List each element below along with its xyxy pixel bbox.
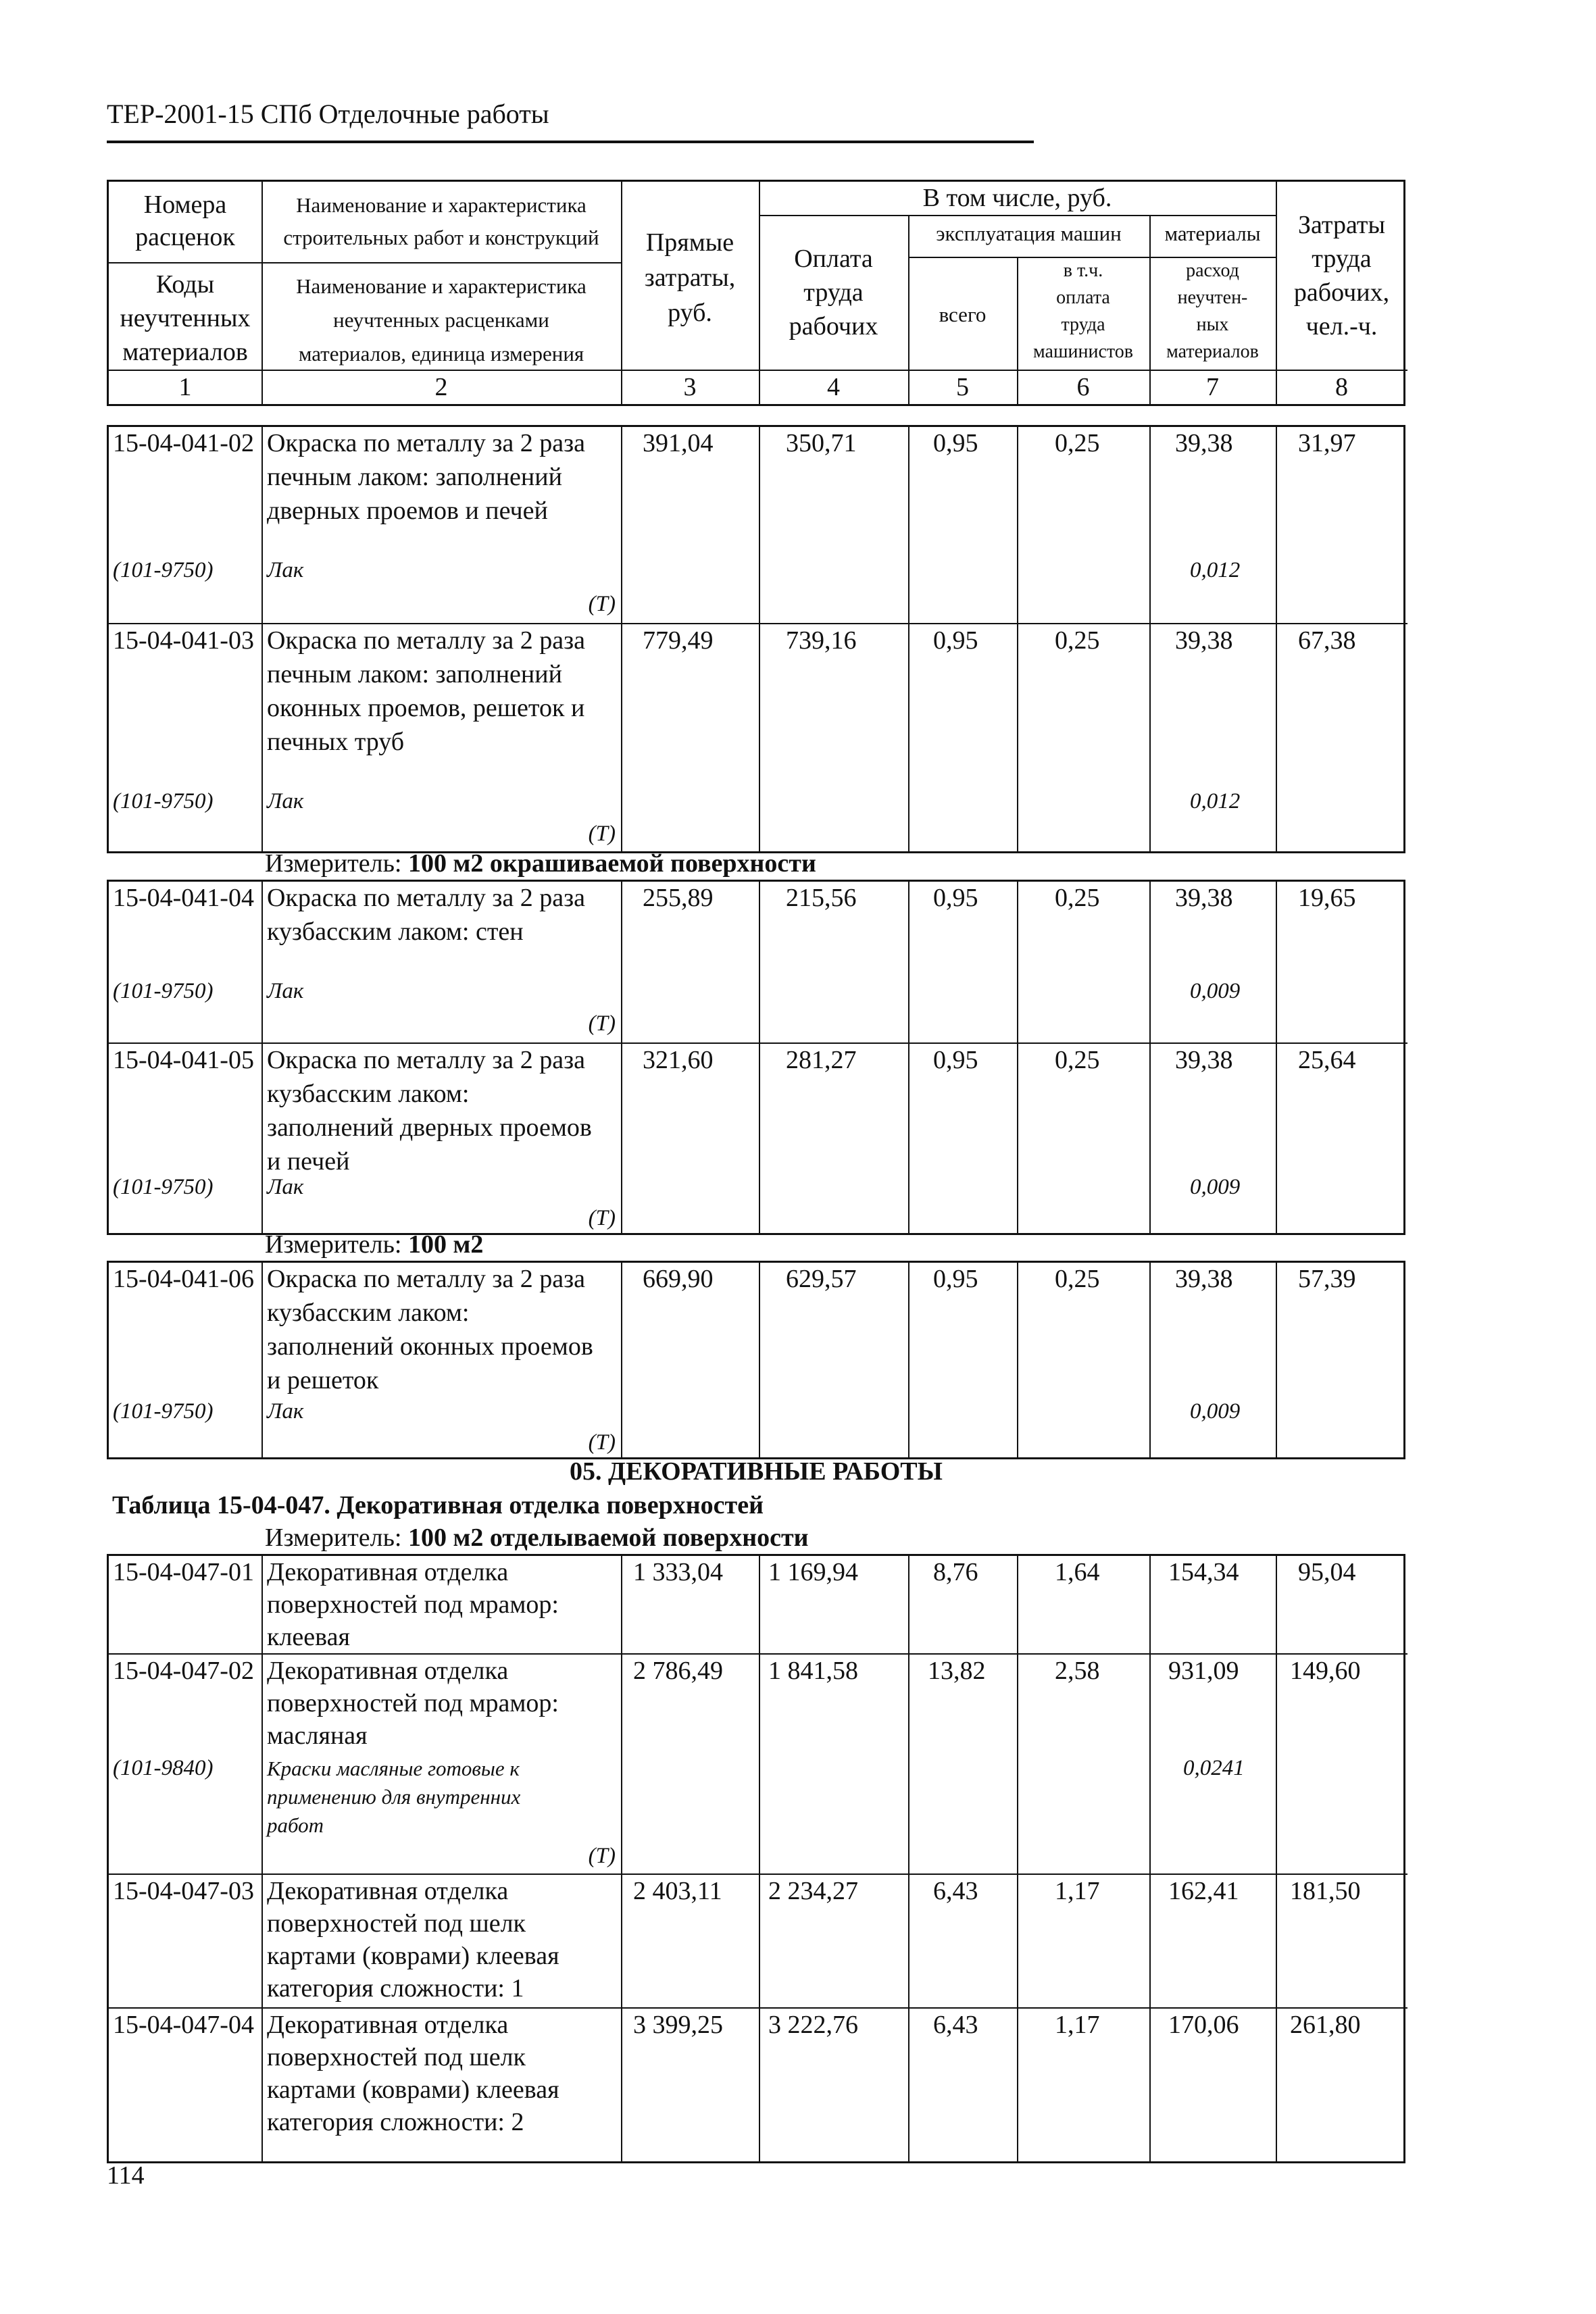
col8-header: Затраты — [1297, 211, 1385, 239]
col5-header: всего — [939, 303, 987, 326]
materials-cost: 162,41 — [1168, 1877, 1239, 1905]
material-unit: (Т) — [588, 1011, 616, 1036]
col7-header: ных — [1196, 314, 1229, 335]
labor-cost: 629,57 — [786, 1265, 857, 1293]
machine-cost: 0,95 — [933, 884, 978, 912]
labor-cost: 215,56 — [786, 884, 857, 912]
labor-cost: 1 841,58 — [768, 1657, 858, 1685]
meter-value: 100 м2 отделываемой поверхности — [408, 1524, 809, 1552]
labor-cost: 2 234,27 — [768, 1877, 858, 1905]
including-header: В том числе, руб. — [922, 184, 1112, 212]
work-name: картами (коврами) клеевая — [267, 2076, 559, 2104]
direct-cost: 669,90 — [643, 1265, 714, 1293]
work-name: Окраска по металлу за 2 раза — [267, 1046, 585, 1074]
work-name: Окраска по металлу за 2 раза — [267, 1265, 585, 1293]
col-number: 3 — [683, 373, 697, 401]
rate-code: 15-04-041-06 — [113, 1265, 254, 1293]
work-name: дверных проемов и печей — [267, 497, 548, 525]
labor-cost: 739,16 — [786, 626, 857, 655]
page-title: ТЕР-2001-15 СПб Отделочные работы — [107, 99, 549, 129]
work-name: поверхностей под мрамор: — [267, 1689, 559, 1717]
col6-header: в т.ч. — [1063, 260, 1103, 281]
machinist-labor: 0,25 — [1055, 429, 1100, 457]
col4-header: рабочих — [789, 312, 878, 341]
meter-label: Измеритель: — [265, 1524, 402, 1552]
labor-hours: 261,80 — [1290, 2011, 1361, 2039]
material-qty: 0,009 — [1190, 1399, 1241, 1424]
page-number: 114 — [107, 2161, 145, 2190]
work-name: и решеток — [267, 1366, 379, 1394]
work-name: оконных проемов, решеток и — [267, 694, 585, 722]
material-code: (101-9750) — [113, 979, 214, 1003]
materials-cost: 154,34 — [1168, 1558, 1239, 1586]
work-name: кузбасским лаком: — [267, 1080, 470, 1108]
work-name: печным лаком: заполнений — [267, 660, 562, 688]
machinist-labor: 1,64 — [1055, 1558, 1100, 1586]
machines-header: эксплуатация машин — [936, 222, 1122, 245]
labor-cost: 3 222,76 — [768, 2011, 858, 2039]
material-name: Лак — [267, 979, 304, 1003]
work-name: Окраска по металлу за 2 раза — [267, 429, 585, 457]
material-name: Лак — [267, 789, 304, 813]
col8-header: чел.-ч. — [1305, 312, 1378, 341]
labor-hours: 181,50 — [1290, 1877, 1361, 1905]
material-qty: 0,012 — [1190, 558, 1241, 582]
table-block — [107, 1261, 1405, 1459]
material-code: (101-9750) — [113, 1399, 214, 1424]
materials-header: материалы — [1164, 222, 1261, 245]
work-name: печным лаком: заполнений — [267, 463, 562, 491]
col8-header: рабочих, — [1293, 278, 1390, 307]
col7-header: материалов — [1166, 341, 1259, 362]
labor-hours: 57,39 — [1298, 1265, 1356, 1293]
machinist-labor: 1,17 — [1055, 1877, 1100, 1905]
col-number: 6 — [1076, 373, 1090, 401]
work-name: масляная — [267, 1721, 368, 1750]
col-number: 4 — [827, 373, 840, 401]
material-code: (101-9750) — [113, 789, 214, 813]
col6-header: машинистов — [1033, 341, 1133, 362]
col2-header: Наименование и характеристика — [296, 193, 587, 217]
col6-header: труда — [1061, 314, 1105, 335]
col-number: 1 — [178, 373, 192, 401]
table-header — [107, 180, 1405, 406]
table-block — [107, 1554, 1405, 2163]
meter-label: Измеритель: — [265, 849, 402, 878]
material-unit: (Т) — [588, 822, 616, 846]
col2-subheader: Наименование и характеристика — [296, 274, 587, 298]
material-qty: 0,0241 — [1183, 1756, 1245, 1780]
labor-hours: 31,97 — [1298, 429, 1356, 457]
col8-header: труда — [1312, 245, 1372, 273]
materials-cost: 39,38 — [1175, 429, 1233, 457]
material-unit: (Т) — [588, 1844, 616, 1868]
direct-cost: 391,04 — [643, 429, 714, 457]
col1-subheader: неучтенных — [120, 304, 251, 332]
material-code: (101-9750) — [113, 1175, 214, 1199]
labor-hours: 67,38 — [1298, 626, 1356, 655]
material-qty: 0,009 — [1190, 1175, 1241, 1199]
col-number: 7 — [1206, 373, 1219, 401]
col7-header: неучтен- — [1177, 287, 1248, 308]
work-name: категория сложности: 2 — [267, 2108, 524, 2136]
col2-subheader: неучтенных расценками — [333, 308, 549, 332]
meter-value: 100 м2 — [408, 1230, 484, 1259]
col3-header: Прямые — [645, 228, 734, 257]
col1-header: расценок — [135, 223, 235, 251]
machine-cost: 0,95 — [933, 429, 978, 457]
work-name: Декоративная отделка — [267, 1558, 509, 1586]
labor-cost: 350,71 — [786, 429, 857, 457]
labor-hours: 25,64 — [1298, 1046, 1356, 1074]
material-name: Лак — [267, 1399, 304, 1424]
machine-cost: 8,76 — [933, 1558, 978, 1586]
direct-cost: 3 399,25 — [633, 2011, 723, 2039]
direct-cost: 255,89 — [643, 884, 714, 912]
meter-line — [265, 1230, 483, 1259]
work-name: заполнений оконных проемов — [267, 1332, 593, 1361]
material-name: работ — [267, 1813, 324, 1837]
labor-hours: 95,04 — [1298, 1558, 1356, 1586]
direct-cost: 2 786,49 — [633, 1657, 723, 1685]
col4-header: труда — [803, 278, 864, 307]
machine-cost: 13,82 — [928, 1657, 986, 1685]
labor-cost: 1 169,94 — [768, 1558, 858, 1586]
rate-code: 15-04-047-04 — [113, 2011, 254, 2039]
material-unit: (Т) — [588, 1430, 616, 1455]
work-name: печных труб — [267, 728, 405, 756]
material-unit: (Т) — [588, 1206, 616, 1230]
machine-cost: 0,95 — [933, 626, 978, 655]
col1-header: Номера — [143, 191, 227, 219]
col1-subheader: материалов — [122, 338, 248, 366]
work-name: картами (коврами) клеевая — [267, 1942, 559, 1970]
machine-cost: 0,95 — [933, 1265, 978, 1293]
labor-hours: 149,60 — [1290, 1657, 1361, 1685]
materials-cost: 39,38 — [1175, 1046, 1233, 1074]
machine-cost: 6,43 — [933, 2011, 978, 2039]
work-name: Окраска по металлу за 2 раза — [267, 884, 585, 912]
col3-header: руб. — [668, 299, 712, 327]
table-title: Таблица 15-04-047. Декоративная отделка поверхностей — [112, 1491, 764, 1519]
work-name: поверхностей под мрамор: — [267, 1590, 559, 1619]
rate-code: 15-04-041-04 — [113, 884, 254, 912]
materials-cost: 39,38 — [1175, 626, 1233, 655]
labor-cost: 281,27 — [786, 1046, 857, 1074]
col1-subheader: Коды — [155, 270, 215, 299]
direct-cost: 321,60 — [643, 1046, 714, 1074]
work-name: Декоративная отделка — [267, 1657, 509, 1685]
meter-value: 100 м2 окрашиваемой поверхности — [408, 849, 816, 878]
materials-cost: 39,38 — [1175, 884, 1233, 912]
col3-header: затраты, — [644, 263, 736, 292]
title-rule — [107, 141, 1034, 143]
work-name: Окраска по металлу за 2 раза — [267, 626, 585, 655]
material-name: Лак — [267, 1175, 304, 1199]
rate-code: 15-04-041-02 — [113, 429, 254, 457]
materials-cost: 931,09 — [1168, 1657, 1239, 1685]
section-title: 05. ДЕКОРАТИВНЫЕ РАБОТЫ — [570, 1457, 943, 1486]
work-name: Декоративная отделка — [267, 1877, 509, 1905]
machinist-labor: 1,17 — [1055, 2011, 1100, 2039]
machinist-labor: 2,58 — [1055, 1657, 1100, 1685]
labor-hours: 19,65 — [1298, 884, 1356, 912]
direct-cost: 1 333,04 — [633, 1558, 723, 1586]
meter-label: Измеритель: — [265, 1230, 402, 1259]
machinist-labor: 0,25 — [1055, 626, 1100, 655]
material-unit: (Т) — [588, 592, 616, 616]
machine-cost: 6,43 — [933, 1877, 978, 1905]
machinist-labor: 0,25 — [1055, 1265, 1100, 1293]
work-name: кузбасским лаком: — [267, 1299, 470, 1327]
work-name: клеевая — [267, 1623, 350, 1651]
materials-cost: 39,38 — [1175, 1265, 1233, 1293]
col2-subheader: материалов, единица измерения — [298, 342, 584, 366]
col2-header: строительных работ и конструкций — [283, 226, 599, 249]
machinist-labor: 0,25 — [1055, 884, 1100, 912]
work-name: Декоративная отделка — [267, 2011, 509, 2039]
work-name: поверхностей под шелк — [267, 2043, 526, 2071]
work-name: заполнений дверных проемов — [267, 1113, 592, 1142]
col6-header: оплата — [1056, 287, 1110, 308]
material-code: (101-9840) — [113, 1756, 214, 1780]
material-qty: 0,009 — [1190, 979, 1241, 1003]
col-number: 5 — [956, 373, 969, 401]
material-qty: 0,012 — [1190, 789, 1241, 813]
rate-code: 15-04-047-01 — [113, 1558, 254, 1586]
material-name: Лак — [267, 558, 304, 582]
direct-cost: 779,49 — [643, 626, 714, 655]
col7-header: расход — [1186, 260, 1239, 281]
col-number: 2 — [434, 373, 448, 401]
table-block — [107, 880, 1405, 1235]
work-name: категория сложности: 1 — [267, 1974, 524, 2003]
rate-code: 15-04-041-05 — [113, 1046, 254, 1074]
material-name: Краски масляные готовые к — [267, 1757, 520, 1780]
col4-header: Оплата — [794, 245, 873, 273]
work-name: кузбасским лаком: стен — [267, 917, 524, 946]
material-code: (101-9750) — [113, 558, 214, 582]
materials-cost: 170,06 — [1168, 2011, 1239, 2039]
machine-cost: 0,95 — [933, 1046, 978, 1074]
rate-code: 15-04-047-03 — [113, 1877, 254, 1905]
rate-code: 15-04-047-02 — [113, 1657, 254, 1685]
table-block — [107, 425, 1405, 853]
work-name: поверхностей под шелк — [267, 1909, 526, 1938]
direct-cost: 2 403,11 — [633, 1877, 722, 1905]
work-name: и печей — [267, 1147, 350, 1176]
machinist-labor: 0,25 — [1055, 1046, 1100, 1074]
rate-code: 15-04-041-03 — [113, 626, 254, 655]
meter-line — [265, 849, 816, 878]
meter-line — [265, 1523, 809, 1553]
material-name: применению для внутренних — [267, 1785, 521, 1809]
col-number: 8 — [1335, 373, 1348, 401]
